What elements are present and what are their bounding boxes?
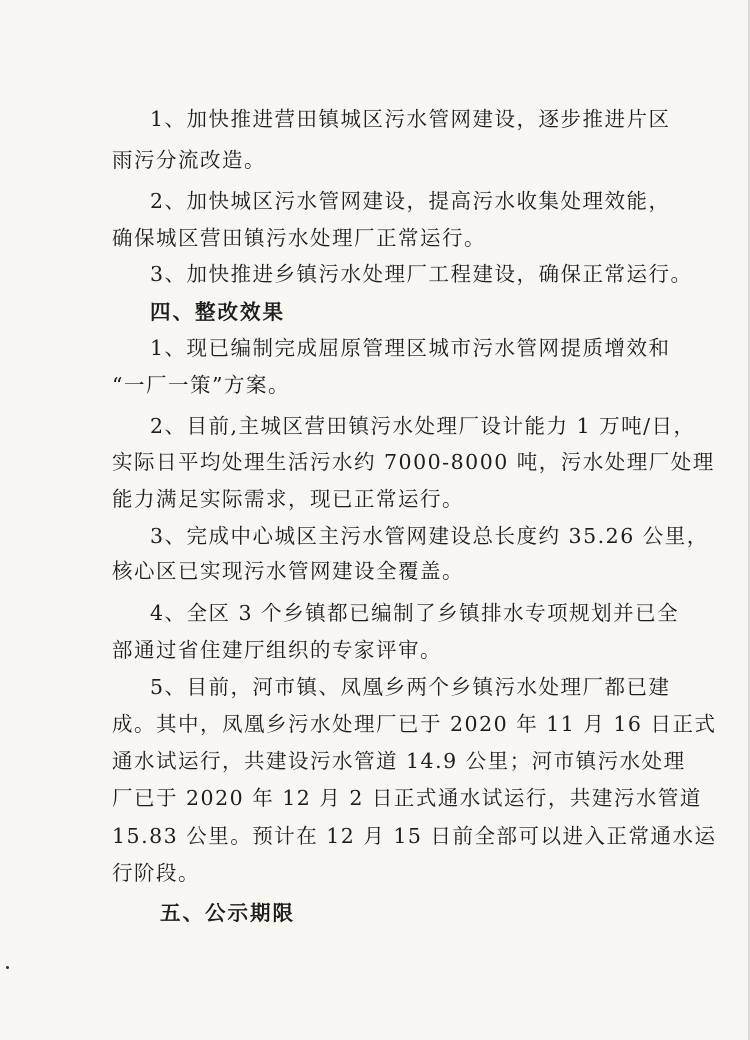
text-line: 行阶段。	[112, 861, 200, 885]
text-line: 5、目前，河市镇、凤凰乡两个乡镇污水处理厂都已建	[150, 675, 671, 699]
text-line: 4、全区 3 个乡镇都已编制了乡镇排水专项规划并已全	[150, 601, 680, 625]
text-line: 2、加快城区污水管网建设，提高污水收集处理效能，	[150, 189, 671, 213]
text-line: 能力满足实际需求，现已正常运行。	[112, 487, 464, 511]
text-line: 核心区已实现污水管网建设全覆盖。	[112, 559, 464, 583]
text-line: 1、现已编制完成屈原管理区城市污水管网提质增效和	[150, 336, 671, 360]
text-line: “一厂一策”方案。	[112, 373, 290, 397]
text-line: 3、完成中心城区主污水管网建设总长度约 35.26 公里，	[150, 524, 709, 548]
text-line: 1、加快推进营田镇城区污水管网建设，逐步推进片区	[150, 107, 671, 131]
text-line: 15.83 公里。预计在 12 月 15 日前全部可以进入正常通水运	[112, 824, 717, 848]
text-line: 部通过省住建厅组织的专家评审。	[112, 638, 442, 662]
text-line: 实际日平均处理生活污水约 7000-8000 吨，污水处理厂处理	[112, 450, 715, 474]
text-line: 2、目前,主城区营田镇污水处理厂设计能力 1 万吨/日，	[150, 414, 696, 438]
section-heading: 五、公示期限	[160, 901, 295, 925]
text-line: 厂已于 2020 年 12 月 2 日正式通水试运行，共建污水管道	[112, 786, 702, 810]
section-heading: 四、整改效果	[150, 300, 285, 324]
text-line: 通水试运行，共建设污水管道 14.9 公里；河市镇污水处理	[112, 749, 686, 773]
text-line: 确保城区营田镇污水处理厂正常运行。	[112, 226, 486, 250]
scan-speck	[6, 966, 9, 969]
text-line: 3、加快推进乡镇污水处理厂工程建设，确保正常运行。	[150, 262, 693, 286]
text-line: 成。其中，凤凰乡污水处理厂已于 2020 年 11 月 16 日正式	[112, 712, 717, 736]
text-line: 雨污分流改造。	[112, 148, 266, 172]
